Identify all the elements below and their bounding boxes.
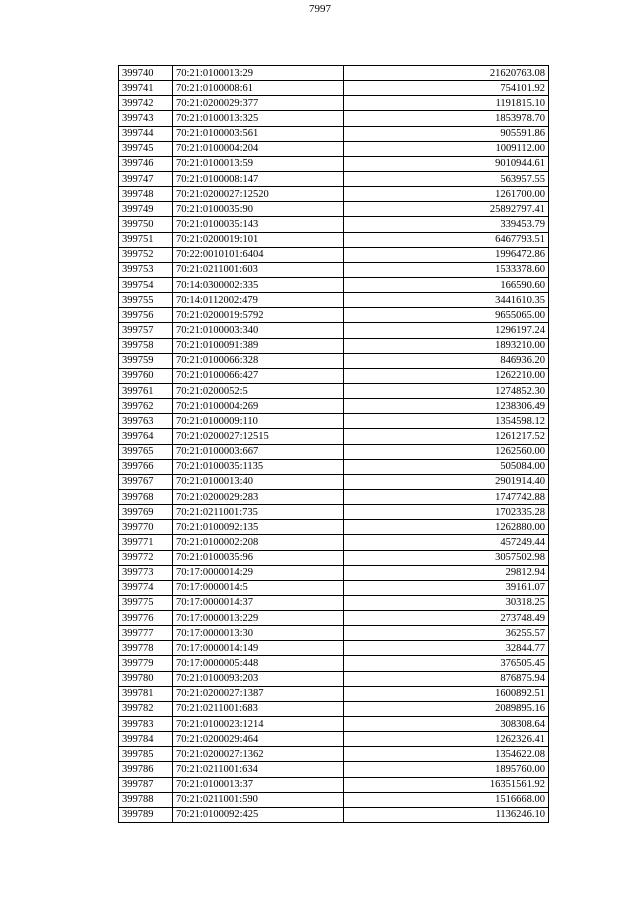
row-number-cell: 399781 xyxy=(119,686,173,701)
value-cell: 846936.20 xyxy=(344,353,549,368)
value-cell: 273748.49 xyxy=(344,611,549,626)
cadastral-number-cell: 70:21:0200019:5792 xyxy=(173,308,344,323)
table-row xyxy=(119,338,549,353)
cadastral-number-cell: 70:21:0100003:561 xyxy=(173,126,344,141)
cadastral-number-cell: 70:21:0100004:269 xyxy=(173,399,344,414)
value-cell: 2901914.40 xyxy=(344,474,549,489)
table-row xyxy=(119,217,549,232)
row-number-cell: 399764 xyxy=(119,429,173,444)
value-cell: 1274852.30 xyxy=(344,383,549,398)
value-cell: 1853978.70 xyxy=(344,111,549,126)
cadastral-number-cell: 70:21:0200029:464 xyxy=(173,732,344,747)
table-row xyxy=(119,293,549,308)
cadastral-number-cell: 70:21:0100013:37 xyxy=(173,777,344,792)
value-cell: 3441610.35 xyxy=(344,293,549,308)
table-row xyxy=(119,701,549,716)
table-row xyxy=(119,187,549,202)
value-cell: 6467793.51 xyxy=(344,232,549,247)
table-row xyxy=(119,277,549,292)
table-body xyxy=(119,66,549,823)
table-row xyxy=(119,747,549,762)
table-row xyxy=(119,762,549,777)
value-cell: 36255.57 xyxy=(344,626,549,641)
table-row xyxy=(119,96,549,111)
row-number-cell: 399743 xyxy=(119,111,173,126)
value-cell: 39161.07 xyxy=(344,580,549,595)
cadastral-number-cell: 70:22:0010101:6404 xyxy=(173,247,344,262)
cadastral-number-cell: 70:17:0000013:30 xyxy=(173,626,344,641)
value-cell: 1533378.60 xyxy=(344,262,549,277)
table-row xyxy=(119,686,549,701)
value-cell: 1747742.88 xyxy=(344,489,549,504)
row-number-cell: 399767 xyxy=(119,474,173,489)
value-cell: 1191815.10 xyxy=(344,96,549,111)
value-cell: 876875.94 xyxy=(344,671,549,686)
table-row xyxy=(119,611,549,626)
cadastral-number-cell: 70:21:0100023:1214 xyxy=(173,717,344,732)
table-row xyxy=(119,141,549,156)
row-number-cell: 399783 xyxy=(119,717,173,732)
value-cell: 754101.92 xyxy=(344,81,549,96)
table-row xyxy=(119,308,549,323)
table-row xyxy=(119,626,549,641)
cadastral-number-cell: 70:21:0100013:29 xyxy=(173,66,344,81)
table-row xyxy=(119,535,549,550)
table-row xyxy=(119,126,549,141)
cadastral-number-cell: 70:21:0100035:96 xyxy=(173,550,344,565)
row-number-cell: 399758 xyxy=(119,338,173,353)
value-cell: 1262560.00 xyxy=(344,444,549,459)
table-row xyxy=(119,353,549,368)
cadastral-number-cell: 70:21:0100008:61 xyxy=(173,81,344,96)
table-row xyxy=(119,414,549,429)
value-cell: 1354598.12 xyxy=(344,414,549,429)
cadastral-number-cell: 70:21:0200027:1362 xyxy=(173,747,344,762)
row-number-cell: 399789 xyxy=(119,807,173,822)
row-number-cell: 399779 xyxy=(119,656,173,671)
row-number-cell: 399772 xyxy=(119,550,173,565)
cadastral-number-cell: 70:21:0100013:325 xyxy=(173,111,344,126)
row-number-cell: 399747 xyxy=(119,171,173,186)
value-cell: 166590.60 xyxy=(344,277,549,292)
cadastral-number-cell: 70:21:0100035:90 xyxy=(173,202,344,217)
value-cell: 308308.64 xyxy=(344,717,549,732)
cadastral-number-cell: 70:21:0211001:603 xyxy=(173,262,344,277)
row-number-cell: 399746 xyxy=(119,156,173,171)
cadastral-number-cell: 70:21:0100013:59 xyxy=(173,156,344,171)
table-row xyxy=(119,792,549,807)
value-cell: 1009112.00 xyxy=(344,141,549,156)
value-cell: 1262880.00 xyxy=(344,520,549,535)
table-row xyxy=(119,459,549,474)
value-cell: 2089895.16 xyxy=(344,701,549,716)
row-number-cell: 399748 xyxy=(119,187,173,202)
cadastral-number-cell: 70:21:0100091:389 xyxy=(173,338,344,353)
table-row xyxy=(119,156,549,171)
row-number-cell: 399786 xyxy=(119,762,173,777)
value-cell: 29812.94 xyxy=(344,565,549,580)
cadastral-number-cell: 70:21:0100008:147 xyxy=(173,171,344,186)
row-number-cell: 399761 xyxy=(119,383,173,398)
cadastral-number-cell: 70:17:0000014:5 xyxy=(173,580,344,595)
cadastral-number-cell: 70:14:0300002:335 xyxy=(173,277,344,292)
table-row xyxy=(119,111,549,126)
cadastral-number-cell: 70:17:0000014:37 xyxy=(173,595,344,610)
row-number-cell: 399765 xyxy=(119,444,173,459)
table-row xyxy=(119,383,549,398)
table-row xyxy=(119,323,549,338)
row-number-cell: 399751 xyxy=(119,232,173,247)
value-cell: 1261217.52 xyxy=(344,429,549,444)
value-cell: 9010944.61 xyxy=(344,156,549,171)
value-cell: 1702335.28 xyxy=(344,505,549,520)
row-number-cell: 399757 xyxy=(119,323,173,338)
value-cell: 9655065.00 xyxy=(344,308,549,323)
value-cell: 1893210.00 xyxy=(344,338,549,353)
row-number-cell: 399773 xyxy=(119,565,173,580)
cadastral-number-cell: 70:21:0100035:1135 xyxy=(173,459,344,474)
table-row xyxy=(119,262,549,277)
value-cell: 3057502.98 xyxy=(344,550,549,565)
cadastral-number-cell: 70:21:0211001:634 xyxy=(173,762,344,777)
value-cell: 1262326.41 xyxy=(344,732,549,747)
table-row xyxy=(119,505,549,520)
value-cell: 1136246.10 xyxy=(344,807,549,822)
row-number-cell: 399760 xyxy=(119,368,173,383)
row-number-cell: 399777 xyxy=(119,626,173,641)
value-cell: 32844.77 xyxy=(344,641,549,656)
row-number-cell: 399768 xyxy=(119,489,173,504)
row-number-cell: 399763 xyxy=(119,414,173,429)
cadastral-number-cell: 70:21:0100013:40 xyxy=(173,474,344,489)
row-number-cell: 399741 xyxy=(119,81,173,96)
value-cell: 505084.00 xyxy=(344,459,549,474)
table-row xyxy=(119,565,549,580)
cadastral-number-cell: 70:21:0100003:667 xyxy=(173,444,344,459)
row-number-cell: 399759 xyxy=(119,353,173,368)
row-number-cell: 399771 xyxy=(119,535,173,550)
table-row xyxy=(119,81,549,96)
cadastral-number-cell: 70:21:0200019:101 xyxy=(173,232,344,247)
row-number-cell: 399740 xyxy=(119,66,173,81)
cadastral-number-cell: 70:17:0000013:229 xyxy=(173,611,344,626)
value-cell: 1996472.86 xyxy=(344,247,549,262)
cadastral-number-cell: 70:21:0200029:377 xyxy=(173,96,344,111)
table-row xyxy=(119,807,549,822)
table-row xyxy=(119,550,549,565)
cadastral-value-table xyxy=(118,65,549,823)
table-row xyxy=(119,399,549,414)
cadastral-number-cell: 70:17:0000014:149 xyxy=(173,641,344,656)
value-cell: 1261700.00 xyxy=(344,187,549,202)
table-row xyxy=(119,595,549,610)
cadastral-number-cell: 70:21:0200027:1387 xyxy=(173,686,344,701)
row-number-cell: 399770 xyxy=(119,520,173,535)
table-row xyxy=(119,489,549,504)
cadastral-number-cell: 70:17:0000014:29 xyxy=(173,565,344,580)
table-row xyxy=(119,232,549,247)
value-cell: 563957.55 xyxy=(344,171,549,186)
table-row xyxy=(119,444,549,459)
cadastral-number-cell: 70:21:0211001:735 xyxy=(173,505,344,520)
table-row xyxy=(119,66,549,81)
cadastral-number-cell: 70:17:0000005:448 xyxy=(173,656,344,671)
value-cell: 376505.45 xyxy=(344,656,549,671)
row-number-cell: 399752 xyxy=(119,247,173,262)
table-row xyxy=(119,171,549,186)
row-number-cell: 399766 xyxy=(119,459,173,474)
row-number-cell: 399762 xyxy=(119,399,173,414)
row-number-cell: 399774 xyxy=(119,580,173,595)
cadastral-number-cell: 70:21:0100093:203 xyxy=(173,671,344,686)
value-cell: 339453.79 xyxy=(344,217,549,232)
table-row xyxy=(119,656,549,671)
value-cell: 25892797.41 xyxy=(344,202,549,217)
row-number-cell: 399756 xyxy=(119,308,173,323)
value-cell: 905591.86 xyxy=(344,126,549,141)
table-row xyxy=(119,777,549,792)
cadastral-number-cell: 70:21:0200027:12515 xyxy=(173,429,344,444)
value-cell: 1895760.00 xyxy=(344,762,549,777)
cadastral-number-cell: 70:21:0100092:425 xyxy=(173,807,344,822)
value-cell: 1516668.00 xyxy=(344,792,549,807)
row-number-cell: 399744 xyxy=(119,126,173,141)
cadastral-number-cell: 70:21:0100092:135 xyxy=(173,520,344,535)
cadastral-number-cell: 70:21:0100066:427 xyxy=(173,368,344,383)
row-number-cell: 399755 xyxy=(119,293,173,308)
row-number-cell: 399749 xyxy=(119,202,173,217)
row-number-cell: 399769 xyxy=(119,505,173,520)
table-row xyxy=(119,580,549,595)
value-cell: 30318.25 xyxy=(344,595,549,610)
table-row xyxy=(119,520,549,535)
row-number-cell: 399788 xyxy=(119,792,173,807)
row-number-cell: 399776 xyxy=(119,611,173,626)
table-row xyxy=(119,202,549,217)
page-number: 7997 xyxy=(309,3,331,15)
value-cell: 16351561.92 xyxy=(344,777,549,792)
table-row xyxy=(119,368,549,383)
row-number-cell: 399782 xyxy=(119,701,173,716)
cadastral-number-cell: 70:21:0200027:12520 xyxy=(173,187,344,202)
value-cell: 1238306.49 xyxy=(344,399,549,414)
cadastral-number-cell: 70:21:0100003:340 xyxy=(173,323,344,338)
row-number-cell: 399775 xyxy=(119,595,173,610)
value-cell: 1600892.51 xyxy=(344,686,549,701)
row-number-cell: 399745 xyxy=(119,141,173,156)
cadastral-number-cell: 70:14:0112002:479 xyxy=(173,293,344,308)
value-cell: 1262210.00 xyxy=(344,368,549,383)
row-number-cell: 399754 xyxy=(119,277,173,292)
row-number-cell: 399753 xyxy=(119,262,173,277)
cadastral-number-cell: 70:21:0200052:5 xyxy=(173,383,344,398)
row-number-cell: 399787 xyxy=(119,777,173,792)
row-number-cell: 399778 xyxy=(119,641,173,656)
row-number-cell: 399742 xyxy=(119,96,173,111)
cadastral-number-cell: 70:21:0100004:204 xyxy=(173,141,344,156)
table-row xyxy=(119,474,549,489)
cadastral-number-cell: 70:21:0100002:208 xyxy=(173,535,344,550)
cadastral-number-cell: 70:21:0211001:683 xyxy=(173,701,344,716)
value-cell: 1296197.24 xyxy=(344,323,549,338)
table-row xyxy=(119,717,549,732)
cadastral-number-cell: 70:21:0200029:283 xyxy=(173,489,344,504)
table-row xyxy=(119,732,549,747)
row-number-cell: 399784 xyxy=(119,732,173,747)
table-row xyxy=(119,429,549,444)
cadastral-number-cell: 70:21:0100009:110 xyxy=(173,414,344,429)
row-number-cell: 399750 xyxy=(119,217,173,232)
table-row xyxy=(119,247,549,262)
table-row xyxy=(119,671,549,686)
value-cell: 457249.44 xyxy=(344,535,549,550)
row-number-cell: 399780 xyxy=(119,671,173,686)
cadastral-number-cell: 70:21:0100066:328 xyxy=(173,353,344,368)
value-cell: 1354622.08 xyxy=(344,747,549,762)
cadastral-number-cell: 70:21:0100035:143 xyxy=(173,217,344,232)
cadastral-number-cell: 70:21:0211001:590 xyxy=(173,792,344,807)
row-number-cell: 399785 xyxy=(119,747,173,762)
value-cell: 21620763.08 xyxy=(344,66,549,81)
table-row xyxy=(119,641,549,656)
